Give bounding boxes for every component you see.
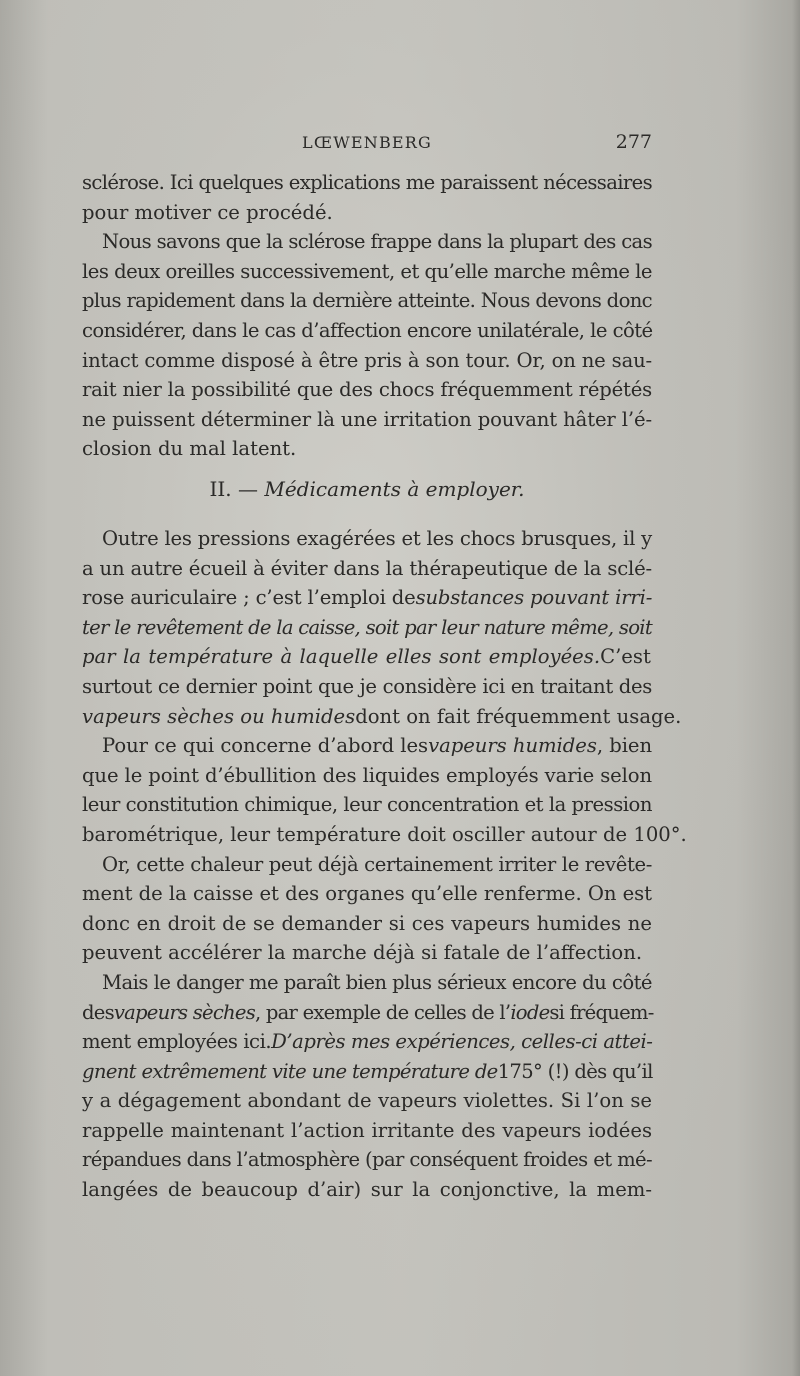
text-line: donc en droit de se demander si ces vapeurs humides ne [82,911,652,935]
text-line: barométrique, leur température doit osciller autour de 100°. [82,822,687,846]
text-line: vapeurs sèches ou humidesdont on fait fréquemment usage. [82,704,682,728]
running-head: LŒWENBERG [302,133,433,152]
text-line: que le point d’ébullition des liquides employés varie selon [82,763,652,787]
page-number: 277 [615,131,652,153]
section-number: II. — [209,477,258,501]
text-line: y a dégagement abondant de vapeurs violettes. Si l’on se [82,1089,652,1113]
text-line: par la température à laquelle elles sont employées.C’est [82,645,651,669]
text-line: sclérose. Ici quelques explications me paraissent nécessaires [82,171,652,194]
text-line: Outre les pressions exagérées et les chocs brusques, il y [102,527,652,550]
section-title: Médicaments à employer. [264,477,525,501]
text-line: peuvent accélérer la marche déjà si fatale de l’affection. [82,941,643,965]
text-line: rose auriculaire ; c’est l’emploi desubstances pouvant irri- [82,586,653,610]
text-line: closion du mal latent. [82,437,297,461]
text-line: intact comme disposé à être pris à son tour. Or, on ne sau- [82,348,652,372]
section-heading [82,474,652,504]
text-line: Or, cette chaleur peut déjà certainement irriter le revête- [102,852,652,876]
text-line: ter le revêtement de la caisse, soit par leur nature même, soit [82,615,652,639]
text-line: plus rapidement dans la dernière atteinte. Nous devons donc [82,289,652,313]
text-line: leur constitution chimique, leur concentration et la pression [82,793,652,817]
text-line: Nous savons que la sclérose frappe dans la plupart des cas [102,230,652,254]
text-line: desvapeurs sèches, par exemple de celles de l’iodesi fréquem- [82,1000,654,1024]
page-edge-shadow [792,0,800,1376]
text-line: répandues dans l’atmosphère (par conséquent froides et mé- [82,1148,652,1172]
page-header [82,131,652,155]
text-line: langées de beaucoup d’air) sur la conjonctive, la mem- [82,1178,652,1202]
body-text-bottom [82,524,687,1205]
text-line: considérer, dans le cas d’affection encore unilatérale, le côté [82,318,653,342]
text-line: les deux oreilles successivement, et qu’elle marche même le [82,259,652,283]
text-line: gnent extrêmement vite une température de175° (!) dès qu’il [82,1059,653,1083]
text-line: Mais le danger me paraît bien plus sérieux encore du côté [102,970,652,994]
text-line: surtout ce dernier point que je considère ici en traitant des [82,674,652,698]
body-text-top [82,168,652,464]
text-line: ne puissent déterminer là une irritation pouvant hâter l’é- [82,407,652,431]
text-line: a un autre écueil à éviter dans la thérapeutique de la sclé- [82,556,652,580]
text-line: ment employées ici.D’après mes expériences, celles-ci attei- [82,1030,653,1054]
text-line: rappelle maintenant l’action irritante des vapeurs iodées [82,1118,652,1142]
text-line: Pour ce qui concerne d’abord lesvapeurs humides, bien [102,734,653,758]
text-line: rait nier la possibilité que des chocs fréquemment répétés [82,378,652,402]
text-line: pour motiver ce procédé. [82,200,333,224]
text-line: ment de la caisse et des organes qu’elle renferme. On est [82,882,652,906]
